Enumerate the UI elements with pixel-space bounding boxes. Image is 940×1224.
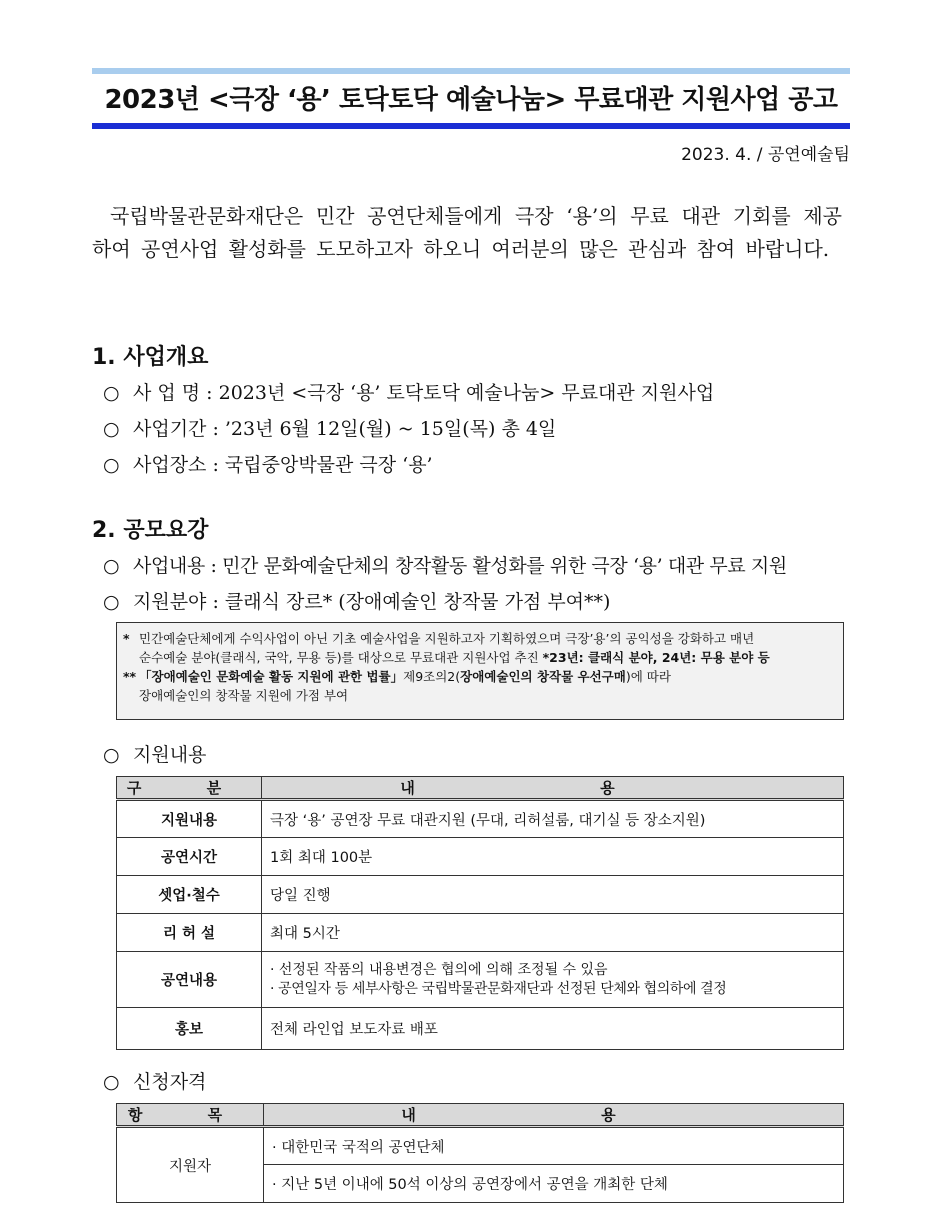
overview-item-venue: ○ 사업장소 : 국립중앙박물관 극장 ‘용’ — [103, 454, 433, 476]
date-team: 2023. 4. / 공연예술팀 — [681, 145, 850, 165]
footnote-2-line-1: ** 「장애예술인 문화예술 활동 지원에 관한 법률」제9조의2(장애예술인의 창작물 우선구매)에 따라 — [123, 669, 671, 684]
section1-title: 1. 사업개요 — [92, 345, 209, 370]
recruit-item-content: ○ 사업내용 : 민간 문화예술단체의 창작활동 활성화를 위한 극장 ‘용’ 대관 무료 지원 — [103, 555, 787, 577]
table-header-content: 내 용 — [262, 777, 844, 800]
table-header-category: 구 분 — [117, 777, 262, 800]
footnote-1-line-1: * 민간예술단체에게 수익사업이 아닌 기초 예술사업을 지원하고자 기획하였으며 극장’용’의 공익성을 강화하고 매년 — [123, 631, 755, 646]
table-row: 홍보 전체 라인업 보도자료 배포 — [117, 1008, 844, 1050]
eligibility-table — [116, 1103, 844, 1203]
table-header-item: 항 목 — [117, 1104, 264, 1127]
table-row: 지원자 · 대한민국 국적의 공연단체 — [117, 1127, 844, 1165]
table-row: 지원내용 극장 ‘용’ 공연장 무료 대관지원 (무대, 리허설룸, 대기실 등 장소지원) — [117, 800, 844, 838]
table-row: 셋업·철수 당일 진행 — [117, 876, 844, 914]
overview-item-name: ○ 사 업 명 : 2023년 <극장 ‘용’ 토닥토닥 예술나눔> 무료대관 지원사업 — [103, 382, 715, 404]
overview-item-period: ○ 사업기간 : ’23년 6월 12일(월) ~ 15일(목) 총 4일 — [103, 418, 557, 440]
eligibility-heading: ○ 신청자격 — [103, 1071, 207, 1093]
table-row: 공연시간 1회 최대 100분 — [117, 838, 844, 876]
table-header-content: 내 용 — [264, 1104, 844, 1127]
footnote-2-line-2: 장애예술인의 창작물 지원에 가점 부여 — [139, 688, 349, 703]
title-bottom-rule — [92, 123, 850, 129]
recruit-item-field: ○ 지원분야 : 클래식 장르* (장애예술인 창작물 가점 부여**) — [103, 591, 611, 613]
support-table — [116, 776, 844, 1050]
bullet-circle: ○ — [103, 454, 120, 476]
table-row: · 지난 5년 이내에 50석 이상의 공연장에서 공연을 개최한 단체 — [117, 1165, 844, 1203]
bullet-circle: ○ — [103, 555, 120, 577]
bullet-circle: ○ — [103, 1071, 120, 1093]
table-row: 리 허 설 최대 5시간 — [117, 914, 844, 952]
bullet-circle: ○ — [103, 744, 120, 766]
page-title: 2023년 <극장 ‘용’ 토닥토닥 예술나눔> 무료대관 지원사업 공고 — [104, 85, 838, 115]
bullet-circle: ○ — [103, 591, 120, 613]
footnote-box — [116, 622, 844, 720]
bullet-circle: ○ — [103, 382, 120, 404]
title-top-rule — [92, 68, 850, 74]
bullet-circle: ○ — [103, 418, 120, 440]
table-row: 공연내용 · 선정된 작품의 내용변경은 협의에 의해 조정될 수 있음 · 공연일자 등 세부사항은 국립박물관문화재단과 선정된 단체와 협의하에 결정 — [117, 952, 844, 1008]
footnote-1-line-2: 순수예술 분야(클래식, 국악, 무용 등)를 대상으로 무료대관 지원사업 추진 *23년: 클래식 분야, 24년: 무용 분야 등 — [139, 650, 770, 665]
section2-title: 2. 공모요강 — [92, 518, 209, 543]
intro-paragraph: 국립박물관문화재단은 민간 공연단체들에게 극장 ‘용’의 무료 대관 기회를 제공하여 공연사업 활성화를 도모하고자 하오니 여러분의 많은 관심과 참여 바랍니다. — [92, 204, 842, 261]
support-heading: ○ 지원내용 — [103, 744, 207, 766]
